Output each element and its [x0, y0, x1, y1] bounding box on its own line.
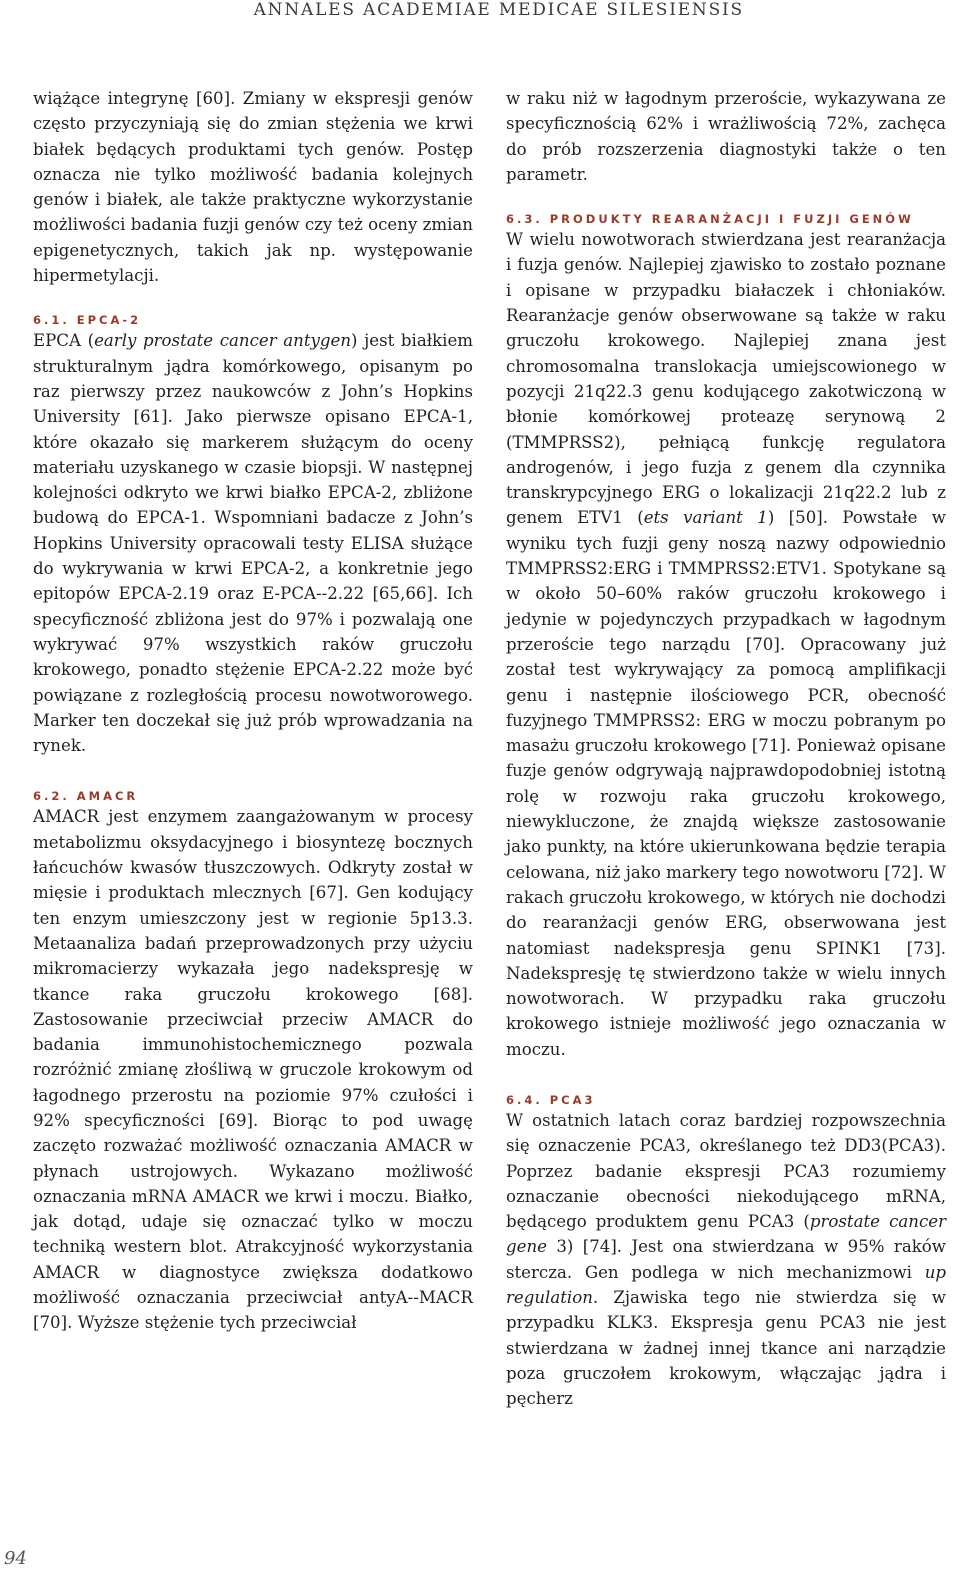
section-heading-epca2: 6.1. EPCA-2: [33, 313, 142, 328]
paragraph-amacr: AMACR jest enzymem zaangażowanym w procesy metabolizmu oksydacyjnego i biosyntezę bocznych łańcuchów kwasów tłuszczowych. Odkryty został w mięsie i produktach mlecznych [67]. Gen kodujący ten enzym umieszczony jest w regionie 5p13.3. Metaanaliza badań przeprowadzonych przy użyciu mikromacierzy wykazała jego nadekspresję w tkance raka gruczołu krokowego [68]. Zastosowanie przeciwciał przeciw AMACR do badania immunohistochemicznego pozwala rozróżnić zmianę złośliwą w gruczole krokowym od łagodnego przerostu na poziomie 97% czułości i 92% specyficzności [69]. Biorąc to pod uwagę zaczęto rozważać możliwość oznaczania AMACR w płynach ustrojowych. Wykazano możliwość oznaczania mRNA AMACR we krwi i moczu. Białko, jak dotąd, udaje się oznaczać tylko w moczu techniką western blot. Atrakcyjność wykorzystania AMACR w diagnostyce zwiększa dodatkowo możliwość oznaczania przeciwciał antyA--MACR [70]. Wyższe stężenie tych przeciwciał: [33, 807, 473, 1333]
paragraph-gene-fusion: W wielu nowotworach stwierdzana jest rearanżacja i fuzja genów. Najlepiej zjawisko to zostało poznane i opisane w przypadku białaczek i chłoniaków. Rearanżacje genów obserwowane są także w raku gruczołu krokowego. Najlepiej znana jest chromosomalna translokacja umiejscowionego w pozycji 21q22.3 genu kodującego zakotwiczoną w błonie komórkowej proteazę serynową 2 (TMMPRSS2), pełniącą funkcję regulatora androgenów, i jego fuzja z genem dla czynnika transkrypcyjnego ERG o lokalizacji 21q22.2 lub z genem ETV1 (ets variant 1) [50]. Powstałe w wyniku tych fuzji geny noszą nazwy odpowiednio TMMPRSS2:ERG i TMMPRSS2:ETV1. Spotykane są w około 50–60% raków gruczołu krokowego i jedynie w pojedynczych przypadkach w łagodnym przeroście tego narządu [70]. Opracowany już został test wykrywający za pomocą amplifikacji genu i następnie ilościowego PCR, obecność fuzyjnego TMMPRSS2: ERG w moczu pobranym po masażu gruczołu krokowego [71]. Ponieważ opisane fuzje genów odgrywają najprawdopodobniej istotną rolę w rozwoju raka gruczołu krokowego, niewykluczone, że znajdą większe zastosowanie jako punkty, na które ukierunkowana będzie terapia celowana, niż jako markery tego nowotworu [72]. W rakach gruczołu krokowego, w których nie dochodzi do rearanżacji genów ERG, obserwowana jest natomiast nadekspresja genu SPINK1 [73]. Nadekspresję tę stwierdzono także w wielu innych nowotworach. W przypadku raka gruczołu krokowego istnieje możliwość jego oznaczania w moczu.: [506, 230, 946, 1059]
right-column: [506, 86, 946, 1412]
right-intro-paragraph: w raku niż w łagodnym przeroście, wykazywana ze specyficznością 62% i wrażliwością 72%, zachęca do prób rozszerzenia diagnostyki także o ten parametr.: [506, 89, 946, 184]
running-header: [0, 0, 960, 22]
page-number: 94: [4, 1548, 27, 1569]
paragraph-epca2: EPCA (early prostate cancer antygen) jest białkiem strukturalnym jądra komórkowego, opisanym po raz pierwszy przez naukowców z John’s Hopkins University [61]. Jako pierwsze opisano EPCA-1, które okazało się markerem służącym do oceny materiału uzyskanego w czasie biopsji. W następnej kolejności odkryto we krwi białko EPCA-2, zbliżone budową do EPCA-1. Wspomniani badacze z John’s Hopkins University opracowali testy ELISA służące do wykrywania w krwi EPCA-2, a konkretnie jego epitopów EPCA-2.19 oraz E-PCA--2.22 [65,66]. Ich specyficzność zbliżona jest do 97% i pozwalają one wykrywać 97% wszystkich raków gruczołu krokowego, ponadto stężenie EPCA-2.22 może być powiązane z rozległością procesu nowotworowego. Marker ten doczekał się już prób wprowadzania na rynek.: [33, 331, 474, 756]
section-heading-pca3: 6.4. PCA3: [506, 1092, 596, 1107]
section-heading-gene-fusion: 6.3. PRODUKTY REARANŻACJI I FUZJI GENÓW: [506, 212, 914, 227]
paragraph-pca3: W ostatnich latach coraz bardziej rozpowszechnia się oznaczenie PCA3, określanego też DD3(PCA3). Poprzez badanie ekspresji PCA3 rozumiemy oznaczanie obecności niekodującego mRNA, będącego produktem genu PCA3 (prostate cancer gene 3) [74]. Jest ona stwierdzana w 95% raków stercza. Gen podlega w nich mechanizmowi up regulation. Zjawiska tego nie stwierdza się w przypadku KLK3. Ekspresja genu PCA3 nie jest stwierdzana w żadnej innej tkance ani narządzie poza gruczołem krokowym, włączając jądra i pęcherz: [506, 1110, 946, 1409]
left-intro-paragraph: wiążące integrynę [60]. Zmiany w ekspresji genów często przyczyniają się do zmian stężenia we krwi białek będących produktami tych genów. Postęp oznacza nie tylko możliwość badania kolejnych genów i białek, ale także praktyczne wykorzystanie możliwości badania fuzji genów czy też oceny zmian epigenetycznych, takich jak np. występowanie hipermetylacji.: [33, 89, 473, 286]
section-heading-amacr: 6.2. AMACR: [33, 789, 139, 804]
journal-title: ANNALES ACADEMIAE MEDICAE SILESIENSIS: [253, 0, 744, 20]
left-column: [33, 86, 473, 1336]
